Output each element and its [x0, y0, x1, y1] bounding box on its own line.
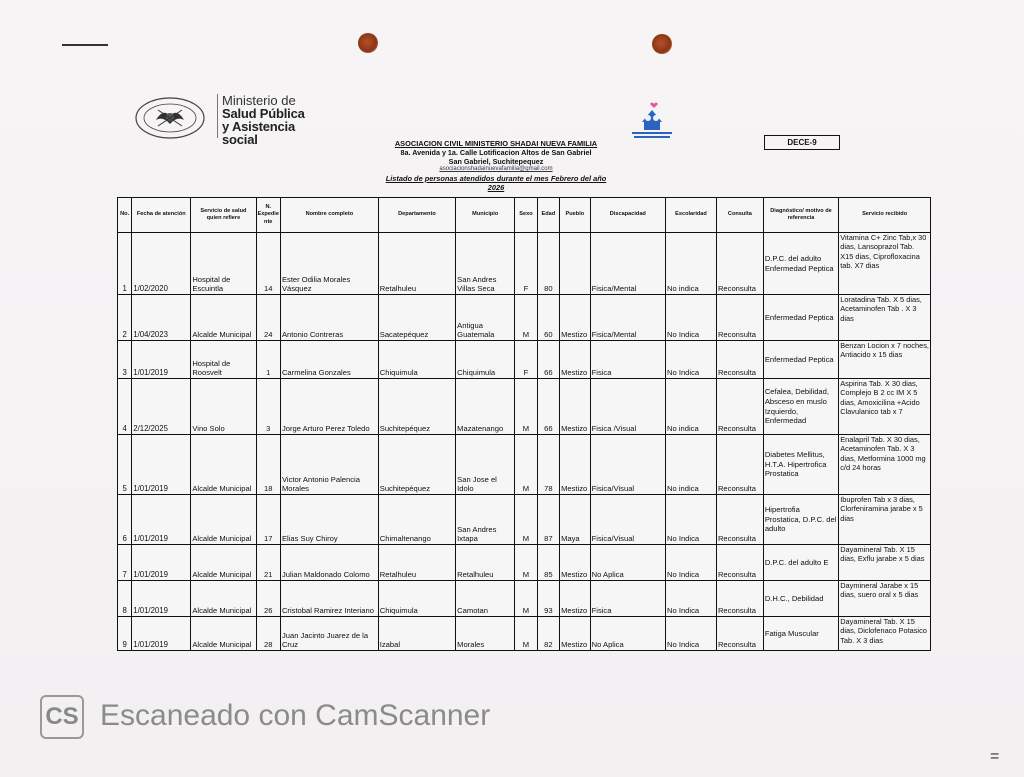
cell-pueblo: Mestizo: [560, 617, 591, 651]
cell-servicio: Alcalde Municipal: [191, 617, 256, 651]
table-row: [118, 341, 931, 379]
corner-mark: =: [990, 748, 1000, 765]
cell-no: 8: [118, 581, 132, 617]
cell-departamento: Retalhuleu: [378, 545, 455, 581]
cell-sexo: M: [515, 295, 537, 341]
column-header: Pueblo: [560, 198, 591, 233]
cell-nombre: Juan Jacinto Juarez de la Cruz: [280, 617, 378, 651]
cell-no: 9: [118, 617, 132, 651]
cell-edad: 66: [537, 379, 559, 435]
table-header-row: [118, 198, 931, 233]
organization-name: ASOCIACION CIVIL MINISTERIO SHADAI NUEVA FAMILIA: [394, 139, 598, 148]
cell-recibido: Loratadina Tab. X 5 dias, Acetaminofen Tab . X 3 dias: [839, 295, 931, 341]
cell-servicio: Hospital de Escuintla: [191, 233, 256, 295]
ministry-line-2: Salud Pública: [222, 106, 305, 121]
cell-departamento: Chiquimula: [378, 341, 455, 379]
cell-fecha: 1/01/2019: [132, 545, 191, 581]
cell-sexo: M: [515, 545, 537, 581]
cell-no: 4: [118, 379, 132, 435]
cell-municipio: Camotan: [456, 581, 515, 617]
column-header: Consulta: [716, 198, 763, 233]
cell-diagnostico: Diabetes Mellitus, H.T.A. Hipertrofica Prostatica: [763, 435, 838, 495]
cell-consulta: Reconsulta: [716, 495, 763, 545]
cell-edad: 66: [537, 341, 559, 379]
pen-mark: [62, 44, 108, 46]
cell-sexo: M: [515, 581, 537, 617]
cell-fecha: 1/01/2019: [132, 495, 191, 545]
address-line-1: 8a. Avenida y 1a. Calle Lotificacion Altos de San Gabriel: [400, 148, 592, 158]
column-header: Escolaridad: [666, 198, 717, 233]
cell-diagnostico: D.P.C. del adulto Enfermedad Peptica: [763, 233, 838, 295]
form-code-box: DECE-9: [764, 135, 840, 150]
cell-municipio: San Andres Villas Seca: [456, 233, 515, 295]
cell-diagnostico: Hipertrofia Prostatica, D.P.C. del adulto: [763, 495, 838, 545]
cell-sexo: M: [515, 379, 537, 435]
cell-expediente: 28: [256, 617, 280, 651]
ministry-line-1: Ministerio de: [222, 93, 296, 108]
cell-servicio: Alcalde Municipal: [191, 545, 256, 581]
cell-nombre: Jorge Arturo Perez Toledo: [280, 379, 378, 435]
cell-expediente: 26: [256, 581, 280, 617]
cell-edad: 85: [537, 545, 559, 581]
cell-fecha: 1/01/2019: [132, 581, 191, 617]
cell-nombre: Julian Maldonado Colomo: [280, 545, 378, 581]
cell-pueblo: Mestizo: [560, 295, 591, 341]
cell-edad: 60: [537, 295, 559, 341]
cell-no: 6: [118, 495, 132, 545]
cell-servicio: Alcalde Municipal: [191, 435, 256, 495]
cell-discapacidad: Fisica /Visual: [590, 379, 665, 435]
cell-expediente: 17: [256, 495, 280, 545]
cell-escolaridad: No indica: [666, 233, 717, 295]
association-logo-icon: [620, 96, 684, 140]
cell-recibido: Dayamineral Tab. X 15 dias, Exflu jarabe x 5 dias: [839, 545, 931, 581]
cell-recibido: Benzan Locion x 7 noches, Antiacido x 15 dias: [839, 341, 931, 379]
cell-recibido: Dayamineral Tab. X 15 dias, Diclofenaco Potasico Tab. X 3 dias: [839, 617, 931, 651]
column-header: N. Expedie nte: [256, 198, 280, 233]
cell-municipio: San Andres Ixtapa: [456, 495, 515, 545]
cell-nombre: Elias Suy Chiroy: [280, 495, 378, 545]
column-header: Servicio recibido: [839, 198, 931, 233]
table-row: [118, 581, 931, 617]
cell-departamento: Chiquimula: [378, 581, 455, 617]
logo-divider: [217, 94, 218, 138]
cell-consulta: Reconsulta: [716, 341, 763, 379]
cell-nombre: Antonio Contreras: [280, 295, 378, 341]
table-row: [118, 233, 931, 295]
ministry-line-4: social: [222, 132, 258, 147]
ministry-name: [222, 94, 305, 146]
cell-expediente: 24: [256, 295, 280, 341]
punch-hole-right: [652, 34, 672, 54]
cell-departamento: Chimaltenango: [378, 495, 455, 545]
cell-servicio: Alcalde Municipal: [191, 581, 256, 617]
cell-municipio: San Jose el Idolo: [456, 435, 515, 495]
table-row: [118, 379, 931, 435]
cell-recibido: Aspirina Tab. X 30 dias, Complejo B 2 cc IM X 5 dias, Amoxicilina +Acido Clavulanico tab x 7: [839, 379, 931, 435]
cell-expediente: 18: [256, 435, 280, 495]
table-row: [118, 545, 931, 581]
cell-pueblo: Mestizo: [560, 379, 591, 435]
cell-sexo: M: [515, 495, 537, 545]
cell-municipio: Mazatenango: [456, 379, 515, 435]
cell-escolaridad: No Indica: [666, 617, 717, 651]
column-header: No.: [118, 198, 132, 233]
document-header: [380, 139, 612, 192]
cell-departamento: Suchitepéquez: [378, 435, 455, 495]
column-header: Fecha de atención: [132, 198, 191, 233]
cell-expediente: 3: [256, 379, 280, 435]
cell-diagnostico: Enfermedad Peptica: [763, 295, 838, 341]
cell-servicio: Alcalde Municipal: [191, 295, 256, 341]
column-header: Edad: [537, 198, 559, 233]
cell-escolaridad: No Indica: [666, 495, 717, 545]
cell-fecha: 1/02/2020: [132, 233, 191, 295]
cell-recibido: Vitamina C+ Zinc Tab,x 30 dias, Lansoprazol Tab. X15 dias, Ciprofloxacina tab. X7 dias: [839, 233, 931, 295]
punch-hole-left: [358, 33, 378, 53]
cell-pueblo: Maya: [560, 495, 591, 545]
cell-discapacidad: Fisica/Mental: [590, 295, 665, 341]
column-header: Servicio de salud quien refiere: [191, 198, 256, 233]
cell-nombre: Carmelina Gonzales: [280, 341, 378, 379]
cell-edad: 78: [537, 435, 559, 495]
cell-no: 7: [118, 545, 132, 581]
cell-fecha: 1/01/2019: [132, 435, 191, 495]
cell-departamento: Sacatepéquez: [378, 295, 455, 341]
cell-nombre: Ester Odilia Morales Vásquez: [280, 233, 378, 295]
cell-fecha: 1/04/2023: [132, 295, 191, 341]
cell-fecha: 2/12/2025: [132, 379, 191, 435]
cell-escolaridad: No Indica: [666, 295, 717, 341]
cell-consulta: Reconsulta: [716, 435, 763, 495]
cell-fecha: 1/01/2019: [132, 617, 191, 651]
cell-edad: 93: [537, 581, 559, 617]
cell-consulta: Reconsulta: [716, 295, 763, 341]
cell-diagnostico: Fatiga Muscular: [763, 617, 838, 651]
cell-no: 1: [118, 233, 132, 295]
cell-consulta: Reconsulta: [716, 233, 763, 295]
guatemala-seal-icon: [130, 96, 214, 140]
table-row: [118, 617, 931, 651]
cell-pueblo: [560, 233, 591, 295]
cell-servicio: Vino Solo: [191, 379, 256, 435]
cell-discapacidad: Fisica/Mental: [590, 233, 665, 295]
cell-departamento: Retalhuleu: [378, 233, 455, 295]
address-line-2: San Gabriel, Suchitepequez: [448, 157, 544, 167]
cell-diagnostico: Enfermedad Peptica: [763, 341, 838, 379]
cell-pueblo: Mestizo: [560, 545, 591, 581]
cell-no: 5: [118, 435, 132, 495]
ministry-logo: [130, 94, 340, 146]
ministry-line-3: y Asistencia: [222, 119, 295, 134]
cell-edad: 87: [537, 495, 559, 545]
cell-recibido: Ibuprofen Tab x 3 dias, Clorfeniramina jarabe x 5 dias: [839, 495, 931, 545]
cell-consulta: Reconsulta: [716, 545, 763, 581]
cell-municipio: Antigua Guatemala: [456, 295, 515, 341]
listing-title: Listado de personas atendidos durante el mes Febrero del año 2026: [385, 173, 607, 192]
cell-discapacidad: Fisica: [590, 581, 665, 617]
cell-nombre: Victor Antonio Palencia Morales: [280, 435, 378, 495]
cell-departamento: Suchitepéquez: [378, 379, 455, 435]
cell-pueblo: Mestizo: [560, 341, 591, 379]
cell-servicio: Hospital de Roosvelt: [191, 341, 256, 379]
table-row: [118, 295, 931, 341]
cell-escolaridad: No Indica: [666, 581, 717, 617]
cell-servicio: Alcalde Municipal: [191, 495, 256, 545]
patient-table: [117, 197, 931, 651]
cell-escolaridad: No Indica: [666, 341, 717, 379]
column-header: Sexo: [515, 198, 537, 233]
cell-sexo: F: [515, 341, 537, 379]
cell-no: 2: [118, 295, 132, 341]
cell-fecha: 1/01/2019: [132, 341, 191, 379]
column-header: Municipio: [456, 198, 515, 233]
column-header: Diagnóstico/ motivo de referencia: [763, 198, 838, 233]
cell-diagnostico: Cefalea, Debilidad, Absceso en muslo Izquierdo, Enfermedad: [763, 379, 838, 435]
cell-nombre: Cristobal Ramirez Interiano: [280, 581, 378, 617]
cell-diagnostico: D.H.C., Debilidad: [763, 581, 838, 617]
cell-sexo: M: [515, 617, 537, 651]
cell-expediente: 1: [256, 341, 280, 379]
cell-escolaridad: No indica: [666, 435, 717, 495]
cell-discapacidad: No Aplica: [590, 617, 665, 651]
cell-municipio: Retalhuleu: [456, 545, 515, 581]
cell-municipio: Morales: [456, 617, 515, 651]
cell-discapacidad: No Aplica: [590, 545, 665, 581]
column-header: Discapacidad: [590, 198, 665, 233]
cell-consulta: Reconsulta: [716, 581, 763, 617]
table-row: [118, 435, 931, 495]
cell-recibido: Enalapril Tab. X 30 dias, Acetaminofen Tab. X 3 dias, Metformina 1000 mg c/d 24 horas: [839, 435, 931, 495]
watermark-text: Escaneado con CamScanner: [100, 699, 491, 732]
cell-pueblo: Mestizo: [560, 435, 591, 495]
cell-escolaridad: No indica: [666, 379, 717, 435]
cell-expediente: 14: [256, 233, 280, 295]
cell-sexo: F: [515, 233, 537, 295]
cell-sexo: M: [515, 435, 537, 495]
cell-consulta: Reconsulta: [716, 379, 763, 435]
cell-consulta: Reconsulta: [716, 617, 763, 651]
cell-edad: 82: [537, 617, 559, 651]
cell-escolaridad: No Indica: [666, 545, 717, 581]
cell-municipio: Chiquimula: [456, 341, 515, 379]
cell-discapacidad: Fisica: [590, 341, 665, 379]
cell-diagnostico: D.P.C. del adulto E: [763, 545, 838, 581]
cell-departamento: Izabal: [378, 617, 455, 651]
cell-recibido: Daymineral Jarabe x 15 dias, suero oral x 5 dias: [839, 581, 931, 617]
cell-no: 3: [118, 341, 132, 379]
table-row: [118, 495, 931, 545]
cell-edad: 80: [537, 233, 559, 295]
cell-discapacidad: Fisica/Visual: [590, 495, 665, 545]
cell-expediente: 21: [256, 545, 280, 581]
column-header: Departamento: [378, 198, 455, 233]
column-header: Nombre completo: [280, 198, 378, 233]
cell-pueblo: Mestizo: [560, 581, 591, 617]
camscanner-logo-icon: CS: [40, 695, 84, 739]
email-address: asociacionshadainuevafamilia@gmail.com: [439, 166, 553, 173]
cell-discapacidad: Fisica/Visual: [590, 435, 665, 495]
